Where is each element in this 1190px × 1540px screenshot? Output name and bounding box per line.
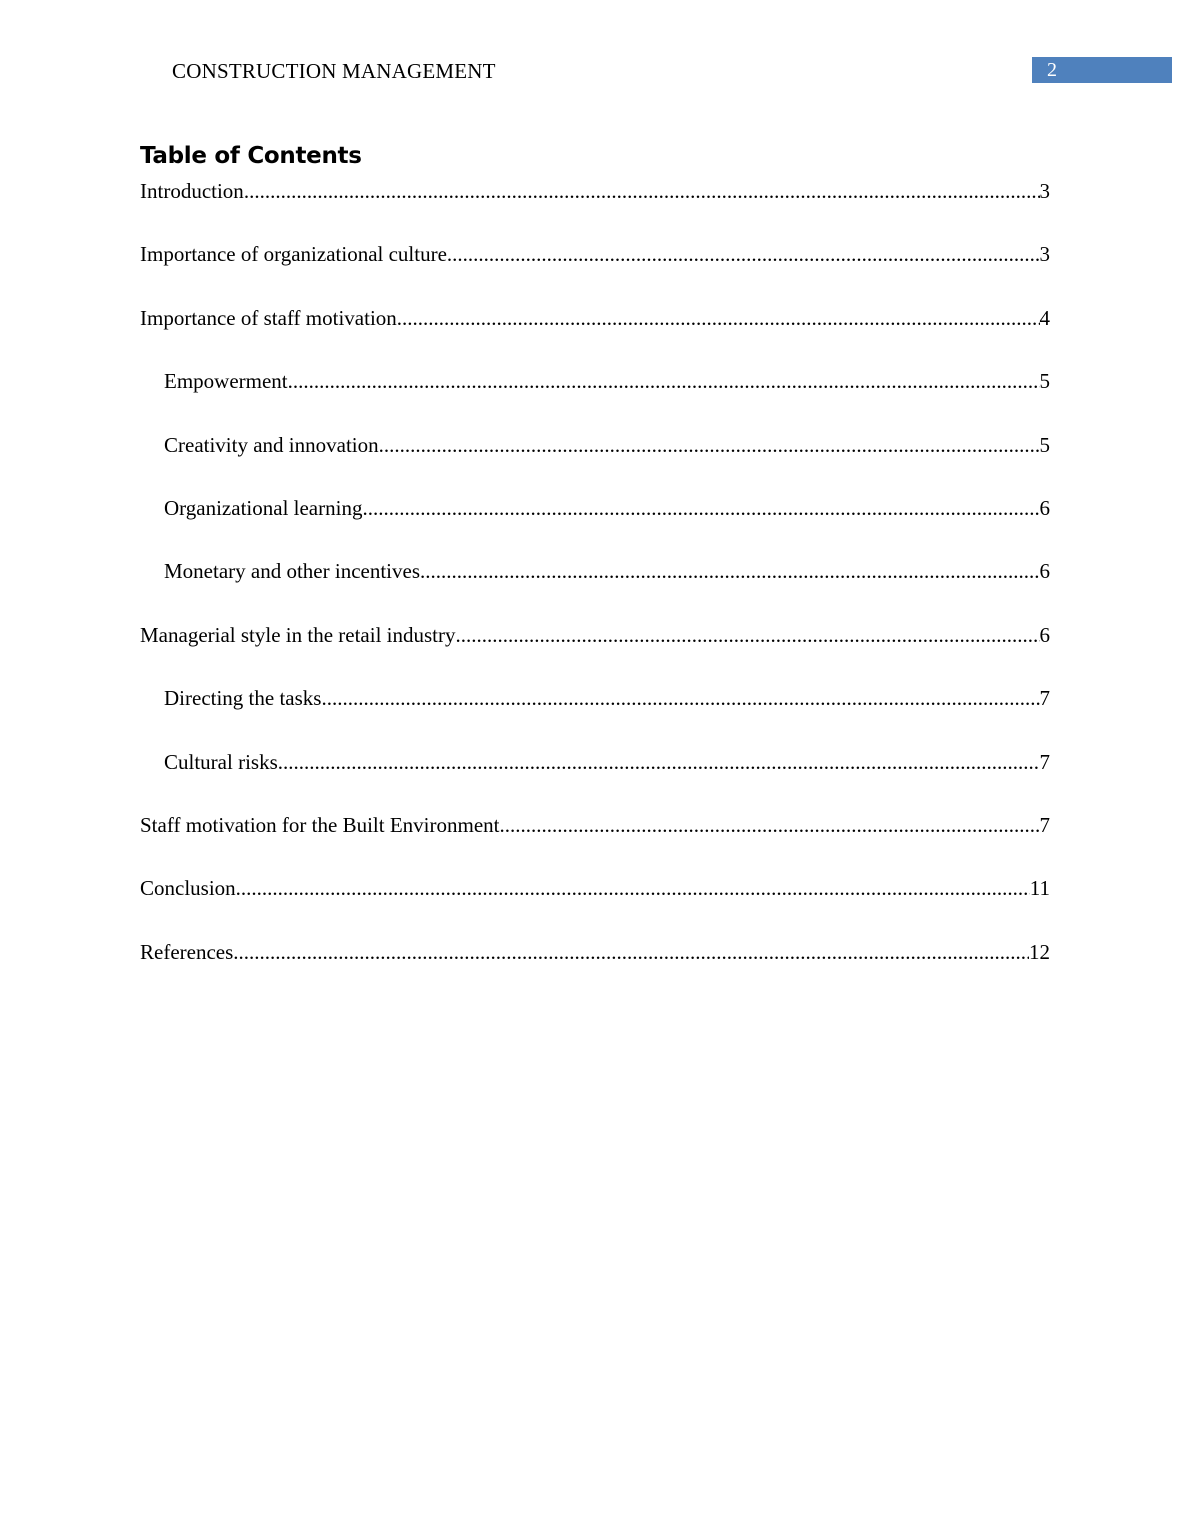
toc-entry-text: Importance of staff motivation: [140, 305, 397, 330]
toc-entry-page: 12: [1029, 939, 1050, 964]
toc-entry-page: 6: [1039, 559, 1050, 584]
toc-entry-references[interactable]: [140, 936, 1050, 999]
toc-entry-organizational-learning[interactable]: [140, 492, 1050, 555]
toc-dot-leader: [362, 492, 1039, 524]
toc-entry-directing-the-tasks[interactable]: [140, 682, 1050, 745]
toc-entry-page: 5: [1039, 432, 1050, 457]
toc-entry-text: Monetary and other incentives: [164, 559, 420, 584]
toc-dot-leader: [379, 429, 1040, 461]
toc-entry-text: Cultural risks: [164, 749, 278, 774]
toc-dot-leader: [447, 238, 1040, 270]
toc-entry-text: Managerial style in the retail industry: [140, 622, 456, 647]
toc-entry-importance-of-organizational-culture[interactable]: [140, 238, 1050, 301]
toc-dot-leader: [233, 936, 1029, 968]
toc-entry-empowerment[interactable]: [140, 365, 1050, 428]
toc-entry-text: Staff motivation for the Built Environment: [140, 812, 500, 837]
toc-entry-page: 6: [1039, 495, 1050, 520]
toc-dot-leader: [236, 872, 1030, 904]
toc-entry-text: References: [140, 939, 234, 964]
toc-dot-leader: [321, 682, 1039, 714]
toc-entry-introduction[interactable]: [140, 175, 1050, 238]
toc-entry-page: 11: [1029, 876, 1050, 901]
toc-entry-text: Conclusion: [140, 876, 236, 901]
toc-entry-page: 7: [1039, 812, 1050, 837]
toc-dot-leader: [420, 555, 1040, 587]
running-head: CONSTRUCTION MANAGEMENT: [172, 59, 496, 83]
toc-entry-page: 5: [1039, 369, 1050, 394]
toc-heading: Table of Contents: [140, 143, 362, 169]
toc-dot-leader: [397, 302, 1040, 334]
page-number: 2: [1047, 59, 1057, 81]
toc-entry-text: Directing the tasks: [164, 686, 322, 711]
toc-entry-page: 4: [1039, 305, 1050, 330]
toc-dot-leader: [288, 365, 1040, 397]
toc-entry-page: 3: [1039, 242, 1050, 267]
toc-entry-text: Empowerment: [164, 369, 288, 394]
toc-entry-page: 3: [1039, 179, 1050, 203]
toc-entry-conclusion[interactable]: [140, 872, 1050, 935]
page-number-box: [1032, 57, 1172, 83]
toc-dot-leader: [278, 746, 1040, 778]
toc-entry-text: Organizational learning: [164, 495, 363, 520]
toc-entry-monetary-and-other-incentives[interactable]: [140, 555, 1050, 618]
toc-entry-staff-motivation-for-the-built-environment[interactable]: [140, 809, 1050, 872]
toc-entry-managerial-style-in-the-retail-industry[interactable]: [140, 619, 1050, 682]
toc-entry-page: 6: [1039, 622, 1050, 647]
toc-dot-leader: [499, 809, 1039, 841]
toc-entry-text: Introduction: [140, 179, 244, 203]
toc-entry-page: 7: [1039, 749, 1050, 774]
toc-entry-creativity-and-innovation[interactable]: [140, 429, 1050, 492]
toc-entry-text: Creativity and innovation: [164, 432, 379, 457]
toc-entry-importance-of-staff-motivation[interactable]: [140, 302, 1050, 365]
toc-entry-text: Importance of organizational culture: [140, 242, 447, 267]
toc-dot-leader: [244, 175, 1040, 207]
toc-dot-leader: [456, 619, 1040, 651]
toc-entry-cultural-risks[interactable]: [140, 746, 1050, 809]
toc-list: [140, 175, 1050, 999]
toc-entry-page: 7: [1039, 686, 1050, 711]
